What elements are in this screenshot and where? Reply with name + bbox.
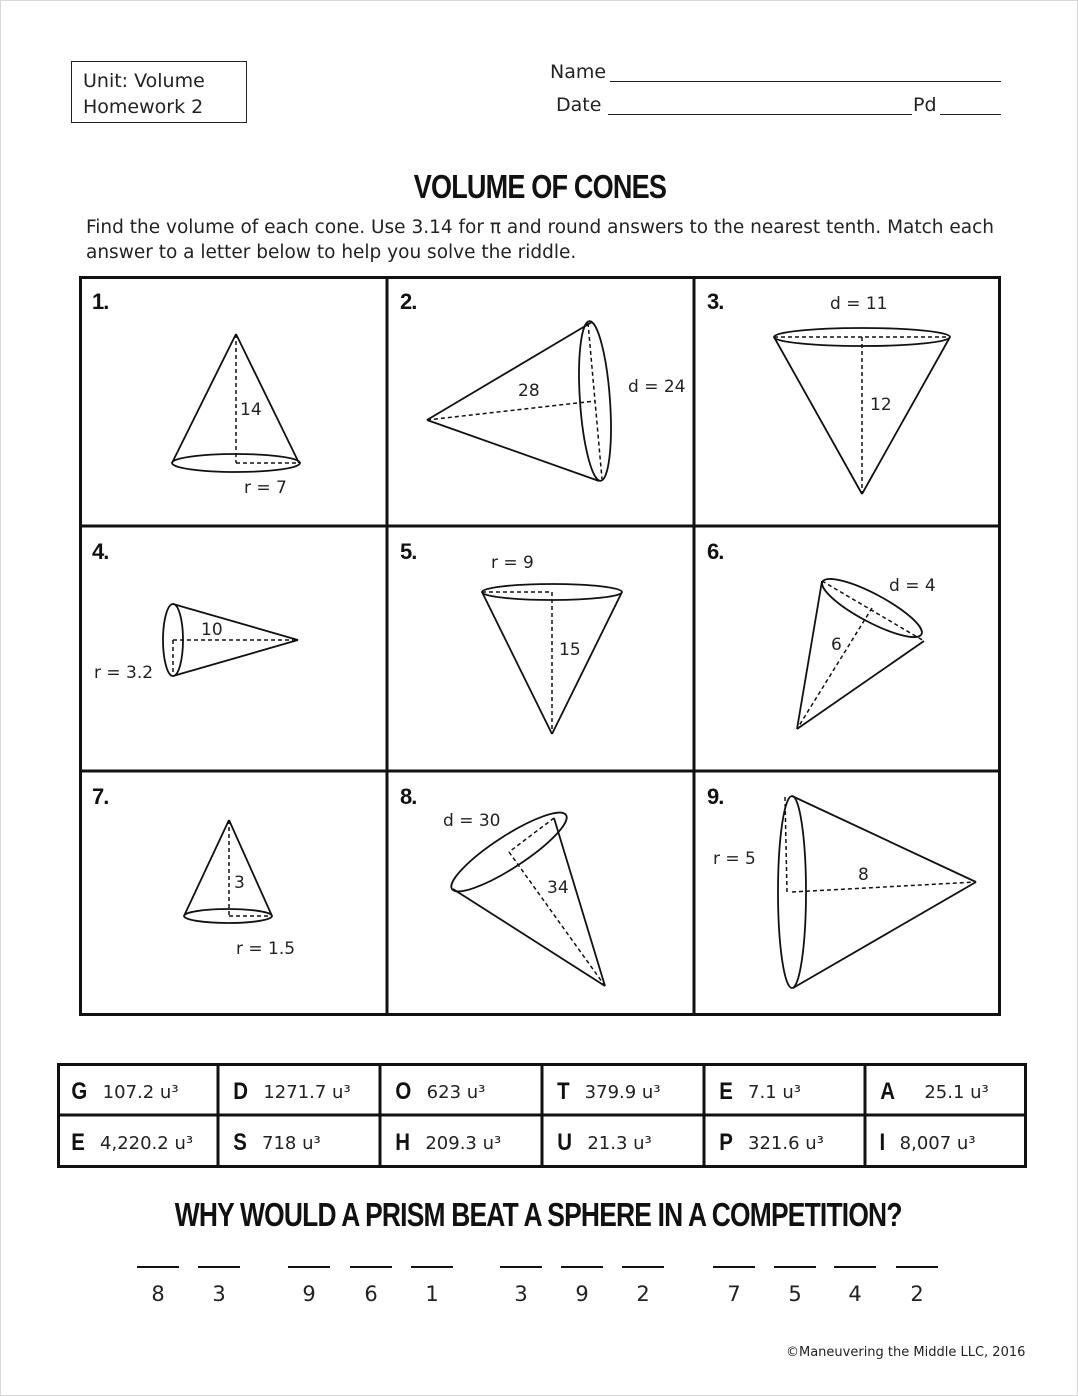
riddle-blank[interactable] [500,1266,542,1312]
blank-number: 6 [364,1282,378,1306]
homework-line: Homework 2 [83,96,204,118]
answer-letter: S [233,1129,247,1156]
answer-letter: P [719,1129,733,1156]
problem-2 [390,279,695,526]
answer-letter: I [879,1129,886,1156]
base-label: d = 30 [443,811,501,831]
answer-letter: G [71,1078,88,1105]
answer-value: 21.3 u³ [587,1132,652,1154]
problem-6 [697,529,1001,772]
blank-number: 3 [212,1282,226,1306]
base-label: r = 5 [713,849,756,869]
answer-cell [60,1119,218,1167]
cone-diagram [82,279,388,526]
answer-value: 321.6 u³ [748,1132,824,1154]
problem-number: 4. [92,539,109,564]
problem-8 [390,774,695,1016]
answer-value: 7.1 u³ [748,1081,801,1103]
answer-cell [384,1119,542,1167]
blank-number: 5 [788,1282,802,1306]
answer-cell [546,1119,704,1167]
riddle-blank[interactable] [198,1266,240,1312]
riddle-blank[interactable] [713,1266,755,1312]
height-label: 8 [858,865,869,885]
instructions: Find the volume of each cone. Use 3.14 for π and round answers to the nearest tenth. Match each answer to a letter below to help you solve the riddle. [86,217,995,263]
answer-letter: U [557,1129,573,1156]
answer-cell [708,1068,866,1116]
height-label: 10 [201,620,223,640]
answer-cell [869,1068,1027,1116]
problem-5 [390,529,695,772]
riddle-blank[interactable] [411,1266,453,1312]
answer-cell [222,1068,380,1116]
answer-cell [869,1119,1027,1167]
riddle-blank[interactable] [622,1266,664,1312]
problem-number: 9. [707,784,724,809]
problem-number: 1. [92,289,109,314]
height-label: 34 [547,878,569,898]
answer-letter: O [395,1078,412,1105]
unit-box [71,61,247,123]
height-label: 6 [831,635,842,655]
cone-diagram [697,279,1001,526]
answer-value: 8,007 u³ [899,1132,976,1154]
base-label: d = 4 [889,576,936,596]
problem-9 [697,774,1001,1016]
problem-4 [82,529,388,772]
height-label: 14 [240,400,262,420]
answer-letter: A [880,1078,896,1105]
height-label: 15 [559,640,581,660]
riddle-blank[interactable] [834,1266,876,1312]
answer-value: 4,220.2 u³ [100,1132,194,1154]
unit-line: Unit: Volume [83,70,205,92]
height-label: 12 [870,395,892,415]
name-field[interactable] [610,81,1001,82]
riddle-blank[interactable] [774,1266,816,1312]
blank-number: 7 [727,1282,741,1306]
date-field[interactable] [608,114,912,115]
base-label: r = 1.5 [236,939,296,959]
base-label: r = 7 [244,478,287,498]
answer-letter: T [557,1078,570,1105]
blank-number: 1 [425,1282,439,1306]
answer-cell [546,1068,704,1116]
answer-value: 623 u³ [426,1081,486,1103]
riddle-blank[interactable] [350,1266,392,1312]
answer-value: 718 u³ [262,1132,321,1154]
riddle-blank[interactable] [288,1266,330,1312]
pd-field[interactable] [940,114,1001,115]
riddle-question: WHY WOULD A PRISM BEAT A SPHERE IN A COMPETITION? [174,1196,902,1233]
answer-value: 209.3 u³ [425,1132,502,1154]
problem-number: 8. [400,784,417,809]
problem-grid [79,276,1001,1016]
problem-number: 3. [707,289,724,314]
answer-cell [708,1119,866,1167]
cone-diagram [390,774,695,1016]
date-label: Date [556,94,602,116]
problem-number: 6. [707,539,724,564]
answer-letter: E [719,1078,733,1105]
page-title: VOLUME OF CONES [413,168,667,205]
blank-number: 9 [302,1282,316,1306]
cone-diagram [390,529,695,772]
riddle-blank[interactable] [137,1266,179,1312]
height-label: 3 [234,873,245,893]
cone-diagram [697,529,1001,772]
answer-value: 379.9 u³ [584,1081,661,1103]
cone-diagram [390,279,695,526]
riddle-blank[interactable] [896,1266,938,1312]
answer-letter: D [233,1078,249,1105]
blank-number: 2 [636,1282,650,1306]
base-label: d = 11 [830,294,888,314]
problem-7 [82,774,388,1016]
riddle-blank[interactable] [561,1266,603,1312]
copyright: ©Maneuvering the Middle LLC, 2016 [786,1345,1026,1360]
blank-number: 8 [151,1282,165,1306]
cone-diagram [697,774,1001,1016]
answer-cell [222,1119,380,1167]
base-label: r = 3.2 [94,663,154,683]
cone-diagram [82,529,388,772]
cone-diagram [82,774,388,1016]
base-label: r = 9 [491,553,534,573]
answer-value: 1271.7 u³ [263,1081,351,1103]
pd-label: Pd [913,94,937,116]
answer-value: 107.2 u³ [102,1081,179,1103]
blank-number: 9 [575,1282,589,1306]
blank-number: 3 [514,1282,528,1306]
problem-3 [697,279,1001,526]
problem-number: 7. [92,784,109,809]
answer-bank [57,1063,1027,1168]
height-label: 28 [518,381,540,401]
answer-cell [384,1068,542,1116]
answer-letter: H [395,1129,411,1156]
answer-letter: E [71,1129,85,1156]
name-label: Name [550,61,607,83]
blank-number: 4 [848,1282,862,1306]
answer-value: 25.1 u³ [924,1081,989,1103]
problem-1 [82,279,388,526]
answer-cell [60,1068,218,1116]
blank-number: 2 [910,1282,924,1306]
base-label: d = 24 [628,377,686,397]
problem-number: 2. [400,289,417,314]
problem-number: 5. [400,539,417,564]
